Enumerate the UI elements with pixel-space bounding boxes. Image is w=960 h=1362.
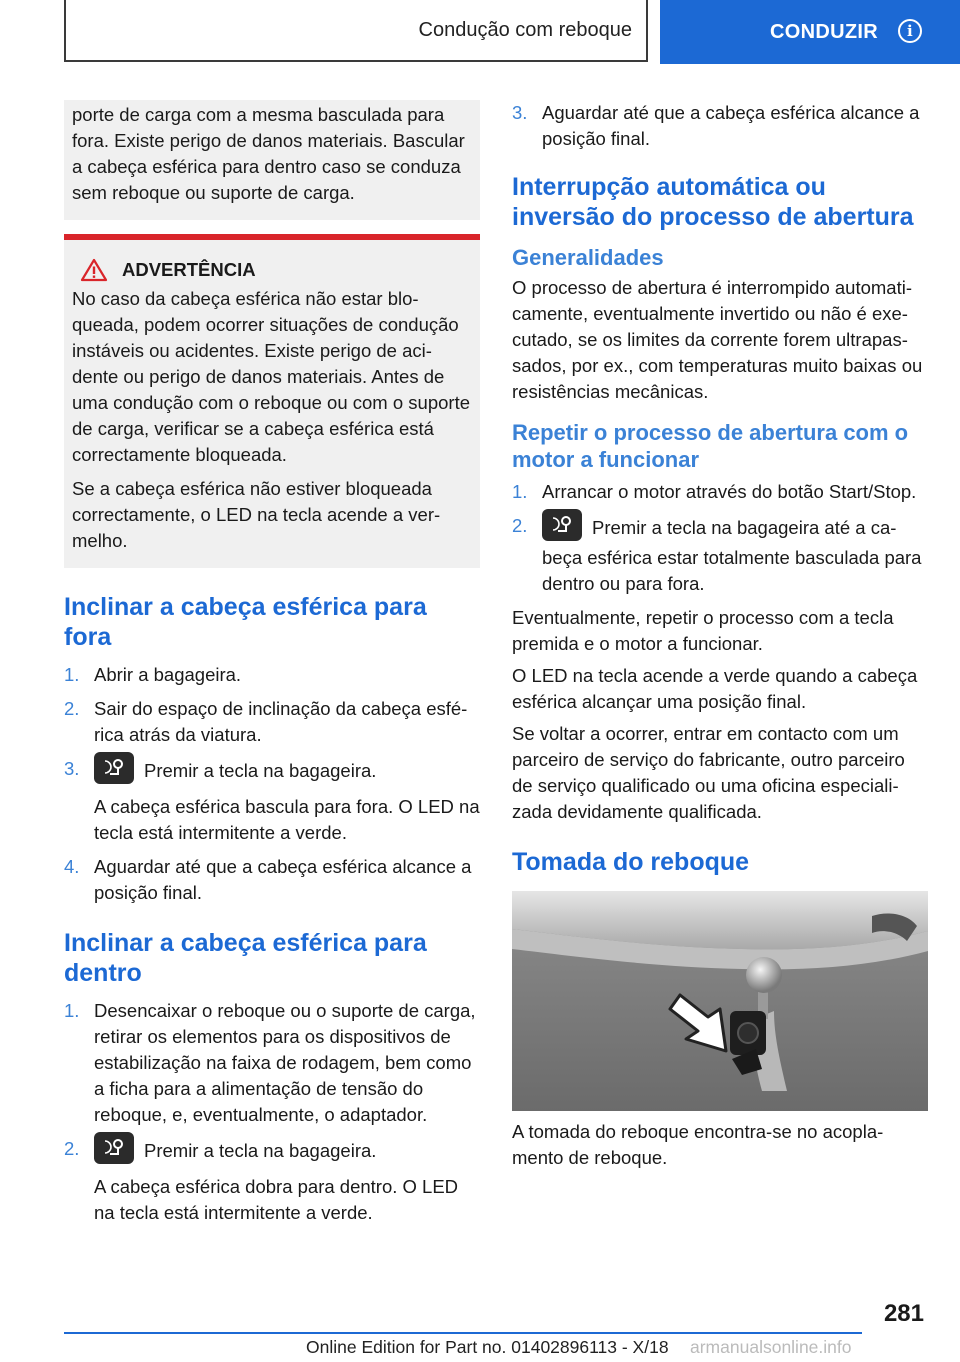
steps-tilt-out <box>64 662 480 906</box>
heading-tilt-in: Inclinar a cabeça esférica para dentro <box>64 929 427 987</box>
step-number: 2. <box>64 1138 80 1159</box>
list-item <box>64 662 480 688</box>
heading-tilt-out: Inclinar a cabeça esférica para fora <box>64 593 427 651</box>
edition-text: Online Edition for Part no. 01402896113 - X/18 <box>306 1337 669 1357</box>
warning-text-1: No caso da cabeça esférica não estar bloqueada, podem ocorrer situações de condução instáveis ou acidentes. Existe perigo de acidente ou perigo de danos materiais. Antes de uma condução com o reboque ou com o suporte de carga, verificar se a cabeça esférica está correctamente bloqueada. <box>72 288 470 465</box>
step-result: A cabeça esférica bascula para fora. O LED na tecla está intermitente a verde. <box>94 796 480 843</box>
step-text: Premir a tecla na bagageira. <box>144 1139 377 1161</box>
info-icon[interactable]: i <box>898 19 922 43</box>
step-text: Desencaixar o reboque ou o suporte de carga, retirar os elementos para os dispositivos de estabilização na faixa de rodagem, bem como a ficha para a alimentação de tensão do reboque, e, eventualmente, o adaptador. <box>94 1000 476 1125</box>
list-item <box>64 854 480 906</box>
trailer-socket-caption: A tomada do reboque encontra-se no acoplamento de reboque. <box>512 1121 884 1168</box>
step-number: 2. <box>64 698 80 719</box>
step-text: Aguardar até que a cabeça esférica alcance a posição final. <box>94 856 472 903</box>
heading-general: Generalidades <box>512 245 664 270</box>
warning-triangle-icon <box>80 258 108 282</box>
chapter-label: CONDUZIR <box>770 20 878 43</box>
warning-text-2: Se a cabeça esférica não estiver bloqueada correctamente, o LED na tecla acende a vermelho. <box>72 478 441 551</box>
list-item <box>512 513 928 597</box>
step-number: 1. <box>512 481 528 502</box>
note-continuation: porte de carga com a mesma basculada para fora. Existe perigo de danos materiais. Bascular a cabeça esférica para dentro caso se conduza sem reboque ou suporte de carga. <box>72 104 465 203</box>
list-item <box>512 479 928 505</box>
step-text: Abrir a bagageira. <box>94 664 242 685</box>
step-text: Aguardar até que a cabeça esférica alcance a posição final. <box>542 102 920 149</box>
watermark: armanualsonline.info <box>690 1337 852 1357</box>
step-number: 2. <box>512 515 528 536</box>
step-text: Premir a tecla na bagageira. <box>144 759 377 781</box>
tow-hitch-button-icon <box>94 752 134 784</box>
footer-divider <box>64 1332 862 1334</box>
step-result: A cabeça esférica dobra para dentro. O LED na tecla está intermitente a verde. <box>94 1176 459 1223</box>
general-text: O processo de abertura é interrompido automaticamente, eventualmente invertido ou não é executado, se os limites da corrente forem ultrapassados, por ex., com temperaturas muito baixas ou resistências mecânicas. <box>512 277 923 402</box>
step-number: 4. <box>64 856 80 877</box>
list-item <box>512 100 928 152</box>
step-number: 3. <box>512 102 528 123</box>
section-title: Condução com reboque <box>64 0 648 62</box>
steps-tilt-in-continued <box>512 100 928 152</box>
page-number: 281 <box>883 1300 924 1327</box>
repeat-note-3: Se voltar a ocorrer, entrar em contacto com um parceiro de serviço do fabricante, outro parceiro de serviço qualificado ou uma oficina especializada devidamente qualificada. <box>512 723 905 822</box>
heading-repeat-process: Repetir o processo de abertura com o motor a funcionar <box>512 420 909 472</box>
steps-tilt-in <box>64 998 480 1226</box>
list-item <box>64 756 480 846</box>
step-text: Premir a tecla na bagageira até a cabeça esférica estar totalmente basculada para dentro ou para fora. <box>542 516 922 594</box>
repeat-note-2: O LED na tecla acende a verde quando a cabeça esférica alcançar uma posição final. <box>512 665 918 712</box>
heading-auto-interrupt: Interrupção automática ou inversão do processo de abertura <box>512 173 914 231</box>
step-text: Arrancar o motor através do botão Start/Stop. <box>542 481 917 502</box>
repeat-note-1: Eventualmente, repetir o processo com a tecla premida e o motor a funcionar. <box>512 607 894 654</box>
note-box <box>64 100 480 220</box>
tow-hitch-button-icon <box>542 509 582 541</box>
left-column <box>64 100 480 1234</box>
warning-title <box>72 258 472 282</box>
step-text: Sair do espaço de inclinação da cabeça esférica atrás da viatura. <box>94 698 468 745</box>
trailer-socket-photo <box>512 891 928 1111</box>
list-item <box>64 998 480 1128</box>
right-column <box>512 100 928 1171</box>
step-number: 1. <box>64 1000 80 1021</box>
steps-repeat <box>512 479 928 597</box>
warning-box <box>64 234 480 568</box>
step-number: 3. <box>64 758 80 779</box>
warning-title-text: ADVERTÊNCIA <box>122 259 256 280</box>
list-item <box>64 696 480 748</box>
page-header <box>0 0 960 66</box>
list-item <box>64 1136 480 1226</box>
heading-trailer-socket: Tomada do reboque <box>512 848 750 876</box>
tow-hitch-button-icon <box>94 1132 134 1164</box>
step-number: 1. <box>64 664 80 685</box>
chapter-tab[interactable] <box>660 0 960 64</box>
